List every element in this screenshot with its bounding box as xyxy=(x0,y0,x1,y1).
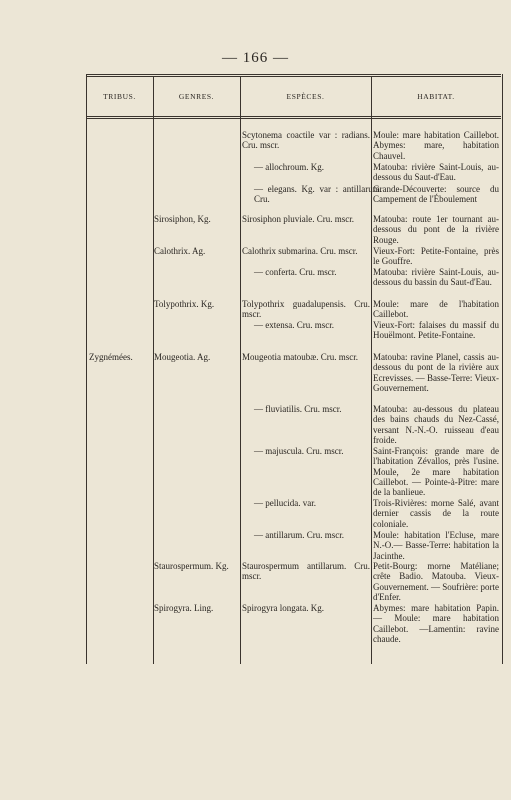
habitat-cell: Matouba: route 1er tournant au-dessous du pont de la rivière Rouge. xyxy=(373,214,499,245)
species-cell: Tolypothrix guadalupensis. Cru. mscr. xyxy=(242,299,370,320)
species-cell: — fluviatilis. Cru. mscr. xyxy=(254,404,342,414)
column-divider xyxy=(153,76,154,664)
habitat-cell: Matouba: ravine Planel, cassis au-dessous du pont de la rivière aux Ecrevisses. — Basse-Terre: Vieux-Gouvernement. xyxy=(373,352,499,393)
habitat-cell: Vieux-Fort: falaises du massif du Houëlmont. Petite-Fontaine. xyxy=(373,320,499,341)
species-cell: Sirosiphon pluviale. Cru. mscr. xyxy=(242,214,354,224)
habitat-cell: Petit-Bourg: morne Matéliane; crête Badio. Matouba. Vieux-Gouvernement. — Soufrière: porte d'Enfer. xyxy=(373,561,499,602)
species-cell: Mougeotia matoubæ. Cru. mscr. xyxy=(242,352,358,362)
habitat-cell: Abymes: mare habitation Papin. — Moule: mare habitation Caillebot. —Lamentin: ravine chaude. xyxy=(373,603,499,644)
header-genres: GENRES. xyxy=(178,92,215,101)
habitat-cell: Vieux-Fort: Petite-Fontaine, près le Gouffre. xyxy=(373,246,499,267)
species-cell: — allochroum. Kg. xyxy=(254,162,324,172)
species-cell: Calothrix submarina. Cru. mscr. xyxy=(242,246,358,256)
page-number: — 166 — xyxy=(222,50,289,66)
habitat-cell: Moule: mare habitation Caillebot. Abymes: mare, habitation Chauvel. xyxy=(373,130,499,161)
habitat-cell: Matouba: rivière Saint-Louis, au-dessous du Saut-d'Eau. xyxy=(373,162,499,183)
species-cell: — conferta. Cru. mscr. xyxy=(254,267,337,277)
genus-cell: Calothrix. Ag. xyxy=(154,246,206,256)
table-top-rule xyxy=(86,74,501,77)
genus-cell: Sirosiphon, Kg. xyxy=(154,214,211,224)
genus-cell: Tolypothrix. Kg. xyxy=(154,299,215,309)
habitat-cell: Trois-Rivières: morne Salé, avant dernier cassis de la route coloniale. xyxy=(373,498,499,529)
habitat-cell: Matouba: au-dessous du plateau des bains chauds du Nez-Cassé, versant N.-N.-O. ruisseau d'eau froide. xyxy=(373,404,499,445)
habitat-cell: Matouba: rivière Saint-Louis, au-dessous du bassin du Saut-d'Eau. xyxy=(373,267,499,288)
species-cell: — extensa. Cru. mscr. xyxy=(254,320,334,330)
header-bottom-rule xyxy=(86,116,501,119)
header-habitat: HABITAT. xyxy=(417,92,455,101)
species-cell: — majuscula. Cru. mscr. xyxy=(254,446,344,456)
species-cell: Staurospermum antillarum. Cru. mscr. xyxy=(242,561,370,582)
habitat-cell: Grande-Découverte: source du Campement de l'Éboulement xyxy=(373,184,499,205)
header-especes: ESPÈCES. xyxy=(286,92,325,101)
header-tribus: TRIBUS. xyxy=(103,92,136,101)
genus-cell: Mougeotia. Ag. xyxy=(154,352,211,362)
genus-cell: Spirogyra. Ling. xyxy=(154,603,214,613)
habitat-cell: Moule: habitation l'Ecluse, mare N.-O.— Basse-Terre: habitation la Jacinthe. xyxy=(373,530,499,561)
species-cell: — antillarum. Cru. mscr. xyxy=(254,530,344,540)
species-cell: — pellucida. var. xyxy=(254,498,316,508)
habitat-cell: Saint-François: grande mare de l'habitation Zévallos, près l'usine. Moule, 2e mare habitation Caillebot. — Pointe-à-Pitre: mare de la banlieue. xyxy=(373,446,499,498)
genus-cell: Staurospermum. Kg. xyxy=(154,561,229,571)
column-divider xyxy=(240,76,241,664)
tribe-cell: Zygnémées. xyxy=(89,352,133,362)
species-cell: Scytonema coactile var : radians. Cru. mscr. xyxy=(242,130,370,151)
species-cell: — elegans. Kg. var : antillarum. Cru. xyxy=(254,184,382,205)
species-cell: Spirogyra longata. Kg. xyxy=(242,603,324,613)
habitat-cell: Moule: mare de l'habitation Caillebot. xyxy=(373,299,499,320)
